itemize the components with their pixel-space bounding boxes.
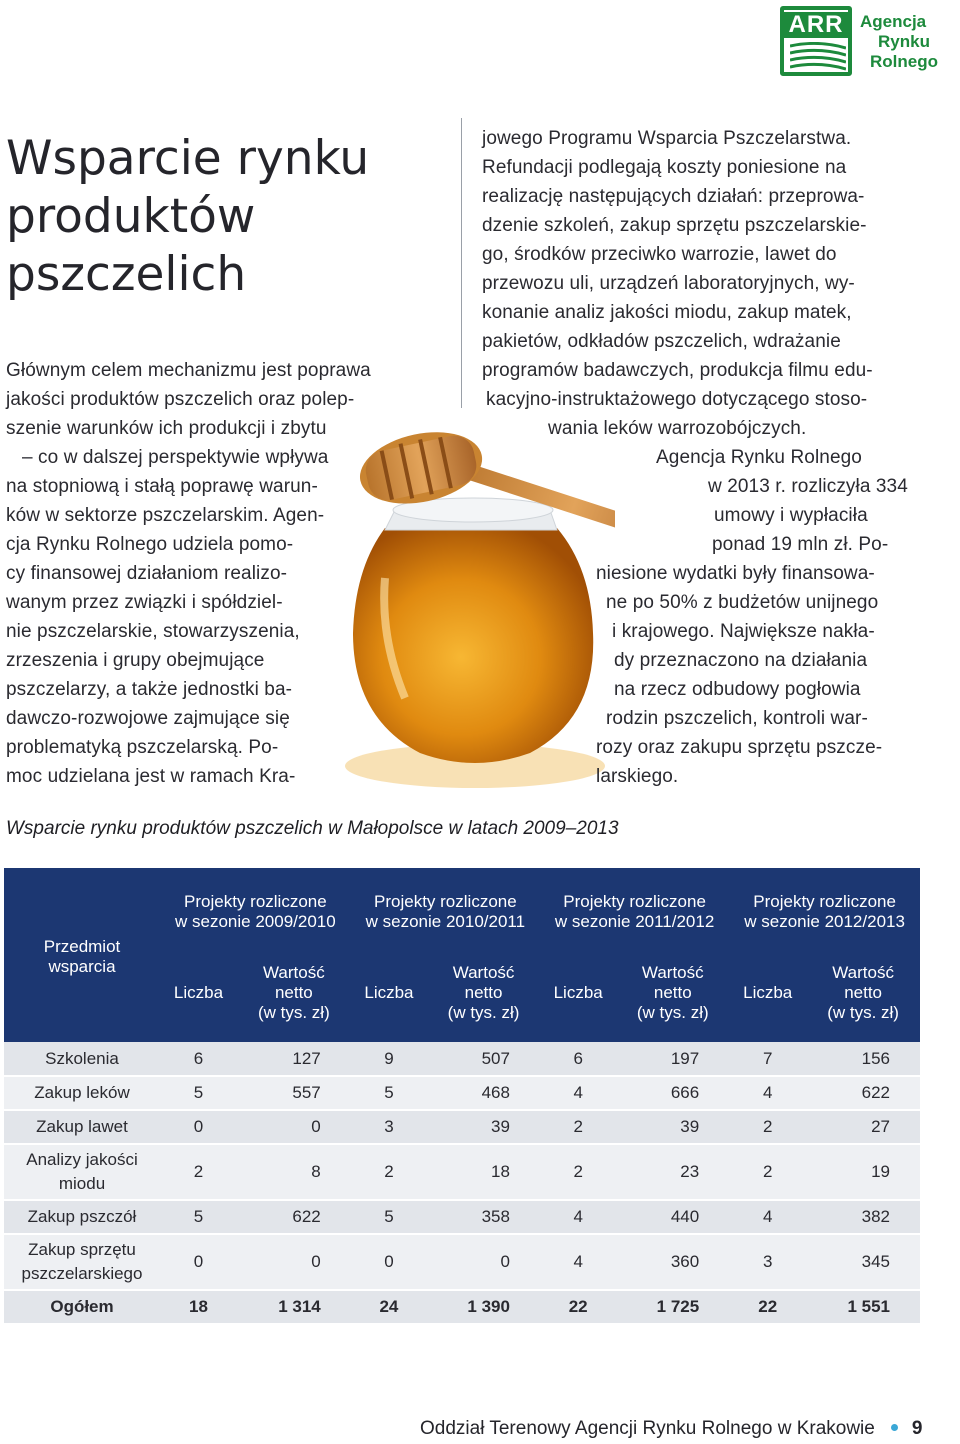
text-line: dzenie szkoleń, zakup sprzętu pszczelarskie- [482,215,867,236]
header-text: w sezonie 2011/2012 [554,912,715,931]
header-text: Przedmiot [43,937,121,956]
row-label-text: Zakup lawet [36,1117,128,1136]
value-cell: 345 [806,1234,920,1290]
table-row [4,1076,920,1110]
text-line: niesione wydatki były finansowa- [596,563,875,584]
value-cell: 360 [616,1234,729,1290]
header-text: netto [653,983,692,1002]
header-text: Wartość [641,963,704,982]
header-text: Projekty rozliczone [563,892,706,911]
row-label-text: Zakup sprzętu [28,1240,136,1259]
text-line: dy przeznaczono na działania [614,650,868,671]
value-cell: 622 [806,1076,920,1110]
header-text: (w tys. zł) [447,1003,520,1022]
count-cell: 6 [540,1042,616,1076]
text-line: rodzin pszczelich, kontroli war- [606,708,868,729]
column-divider [461,118,462,408]
header-text: w sezonie 2012/2013 [744,912,905,931]
count-cell: 2 [729,1110,806,1144]
field-stripes-icon [790,42,846,72]
title-line: pszczelich [6,247,247,302]
header-text: Projekty rozliczone [184,892,327,911]
text-line: jowego Programu Wsparcia Pszczelarstwa. [482,128,852,149]
text-line: i krajowego. Największe nakła- [612,621,875,642]
table-row [4,1234,920,1290]
season-header [160,868,351,952]
value-cell: 197 [616,1042,729,1076]
text-line: wanym przez związki i spółdziel- [6,592,283,613]
value-cell: 382 [806,1200,920,1234]
count-cell: 5 [160,1076,237,1110]
table-caption: Wsparcie rynku produktów pszczelich w Małopolsce w latach 2009–2013 [6,818,619,839]
arr-logo [780,6,952,76]
page-number: 9 [911,1418,923,1439]
total-value-cell: 1 551 [806,1290,920,1324]
value-cell: 358 [427,1200,540,1234]
count-cell: 7 [729,1042,806,1076]
count-cell: 3 [351,1110,427,1144]
season-header [540,868,729,952]
footer-text: Oddział Terenowy Agencji Rynku Rolnego w Krakowie [420,1418,875,1439]
table-total-row [4,1290,920,1324]
total-count-cell: 22 [540,1290,616,1324]
text-line: na rzecz odbudowy pogłowia [614,679,861,700]
text-line: Agencja Rynku Rolnego [656,447,862,468]
count-cell: 6 [160,1042,237,1076]
value-cell: 8 [237,1144,351,1200]
row-label [4,1076,160,1110]
value-cell: 666 [616,1076,729,1110]
text-line: problematyką pszczelarską. Po- [6,737,279,758]
value-cell: 440 [616,1200,729,1234]
text-line: ne po 50% z budżetów unijnego [606,592,879,613]
value-cell: 23 [616,1144,729,1200]
text-line: cy finansowej działaniom realizo- [6,563,288,584]
value-cell: 0 [237,1110,351,1144]
arr-logo-name [860,12,938,72]
logo-line-3: Rolnego [870,52,938,71]
row-label [4,1110,160,1144]
table-header-row [4,868,920,952]
header-text: netto [274,983,313,1002]
row-label [4,1200,160,1234]
count-cell: 4 [729,1200,806,1234]
text-line: pszczelarzy, a także jednostki ba- [6,679,293,700]
count-cell: 5 [351,1076,427,1110]
count-cell: 2 [540,1110,616,1144]
support-table [4,868,920,1325]
text-line: ków w sektorze pszczelarskim. Agen- [6,505,325,526]
table-row [4,1042,920,1076]
value-header [616,952,729,1042]
count-cell: 2 [351,1144,427,1200]
arr-logo-mark [780,6,852,76]
text-line: go, środków przeciwko warrozie, lawet do [482,244,837,265]
arr-logo-abbr: ARR [784,12,848,38]
count-cell: 4 [540,1234,616,1290]
table-body [4,1042,920,1324]
text-line: realizację następujących działań: przeprowa- [482,186,865,207]
count-header: Liczba [729,952,806,1042]
text-line: programów badawczych, produkcja filmu edu- [482,360,873,381]
header-text: (w tys. zł) [636,1003,709,1022]
season-header [351,868,540,952]
header-text: netto [464,983,503,1002]
total-value-cell: 1 314 [237,1290,351,1324]
header-text: Wartość [832,963,894,982]
count-cell: 0 [160,1110,237,1144]
row-label-text: Analizy jakości [26,1150,138,1169]
table-row [4,1200,920,1234]
season-header [729,868,920,952]
text-line: szenie warunków ich produkcji i zbytu [6,418,327,439]
count-cell: 2 [729,1144,806,1200]
row-label-text: Zakup pszczół [27,1207,137,1226]
header-text: w sezonie 2010/2011 [365,912,526,931]
count-cell: 9 [351,1042,427,1076]
value-cell: 0 [427,1234,540,1290]
row-label-text: Zakup leków [34,1083,130,1102]
value-cell: 557 [237,1076,351,1110]
text-line: pakietów, odkładów pszczelich, wdrażanie [482,331,841,352]
text-line: wania leków warrozobójczych. [548,418,807,439]
total-count-cell: 24 [351,1290,427,1324]
value-header [427,952,540,1042]
count-cell: 3 [729,1234,806,1290]
text-line: – co w dalszej perspektywie wpływa [22,447,329,468]
value-cell: 507 [427,1042,540,1076]
text-line: kacyjno-instruktażowego dotyczącego stoso- [486,389,868,410]
header-text: Projekty rozliczone [753,892,896,911]
row-label-text: pszczelarskiego [21,1264,143,1283]
text-line: nie pszczelarskie, stowarzyszenia, [6,621,300,642]
text-line: w 2013 r. rozliczyła 334 [708,476,908,497]
count-cell: 4 [729,1076,806,1110]
row-label [4,1042,160,1076]
row-label [4,1144,160,1200]
text-line: jakości produktów pszczelich oraz polep- [6,389,355,410]
title-line: Wsparcie rynku [6,131,370,186]
value-cell: 127 [237,1042,351,1076]
value-cell: 0 [237,1234,351,1290]
total-value-cell: 1 390 [427,1290,540,1324]
value-cell: 39 [427,1110,540,1144]
value-cell: 18 [427,1144,540,1200]
header-text: Projekty rozliczone [374,892,517,911]
header-text: (w tys. zł) [827,1003,899,1022]
text-line: rozy oraz zakupu sprzętu pszcze- [596,737,883,758]
value-cell: 39 [616,1110,729,1144]
table-row [4,1144,920,1200]
logo-line-1: Agencja [860,12,927,31]
header-text: Wartość [452,963,515,982]
text-line: moc udzielana jest w ramach Kra- [6,766,296,787]
row-label-text: Szkolenia [45,1048,119,1068]
count-header: Liczba [160,952,237,1042]
total-label: Ogółem [4,1290,160,1324]
value-cell: 622 [237,1200,351,1234]
count-header: Liczba [540,952,616,1042]
logo-line-2: Rynku [878,32,930,51]
value-cell: 27 [806,1110,920,1144]
value-cell: 19 [806,1144,920,1200]
row-label [4,1234,160,1290]
page-title [6,130,406,304]
table-row [4,1110,920,1144]
bullet-dot-icon [891,1424,898,1431]
count-cell: 2 [540,1144,616,1200]
count-cell: 0 [160,1234,237,1290]
value-cell: 468 [427,1076,540,1110]
value-cell: 156 [806,1042,920,1076]
count-cell: 4 [540,1200,616,1234]
total-value-cell: 1 725 [616,1290,729,1324]
header-text: netto [844,983,882,1002]
count-cell: 0 [351,1234,427,1290]
page-footer [420,1418,922,1440]
text-line: larskiego. [596,766,679,787]
text-line: przewozu uli, urządzeń laboratoryjnych, wy- [482,273,855,294]
header-text: wsparcia [48,957,116,976]
text-line: konanie analiz jakości miodu, zakup matek, [482,302,852,323]
value-header [806,952,920,1042]
value-header [237,952,351,1042]
article-right-column [482,124,922,791]
text-line: Głównym celem mechanizmu jest poprawa [6,360,371,381]
text-line: ponad 19 mln zł. Po- [712,534,889,555]
text-line: umowy i wypłaciła [714,505,868,526]
row-label-text: miodu [58,1174,106,1193]
total-count-cell: 18 [160,1290,237,1324]
count-cell: 5 [160,1200,237,1234]
text-line: cja Rynku Rolnego udziela pomo- [6,534,294,555]
header-text: w sezonie 2009/2010 [175,912,336,931]
header-text: (w tys. zł) [257,1003,330,1022]
count-cell: 2 [160,1144,237,1200]
text-line: Refundacji podlegają koszty poniesione na [482,157,847,178]
count-header: Liczba [351,952,427,1042]
header-text: Wartość [263,963,325,982]
text-line: zrzeszenia i grupy obejmujące [6,650,265,671]
subject-header [4,868,160,1042]
count-cell: 4 [540,1076,616,1110]
text-line: dawczo-rozwojowe zajmujące się [6,708,290,729]
text-line: na stopniową i stałą poprawę warun- [6,476,318,497]
total-count-cell: 22 [729,1290,806,1324]
count-cell: 5 [351,1200,427,1234]
title-line: produktów [6,189,256,244]
